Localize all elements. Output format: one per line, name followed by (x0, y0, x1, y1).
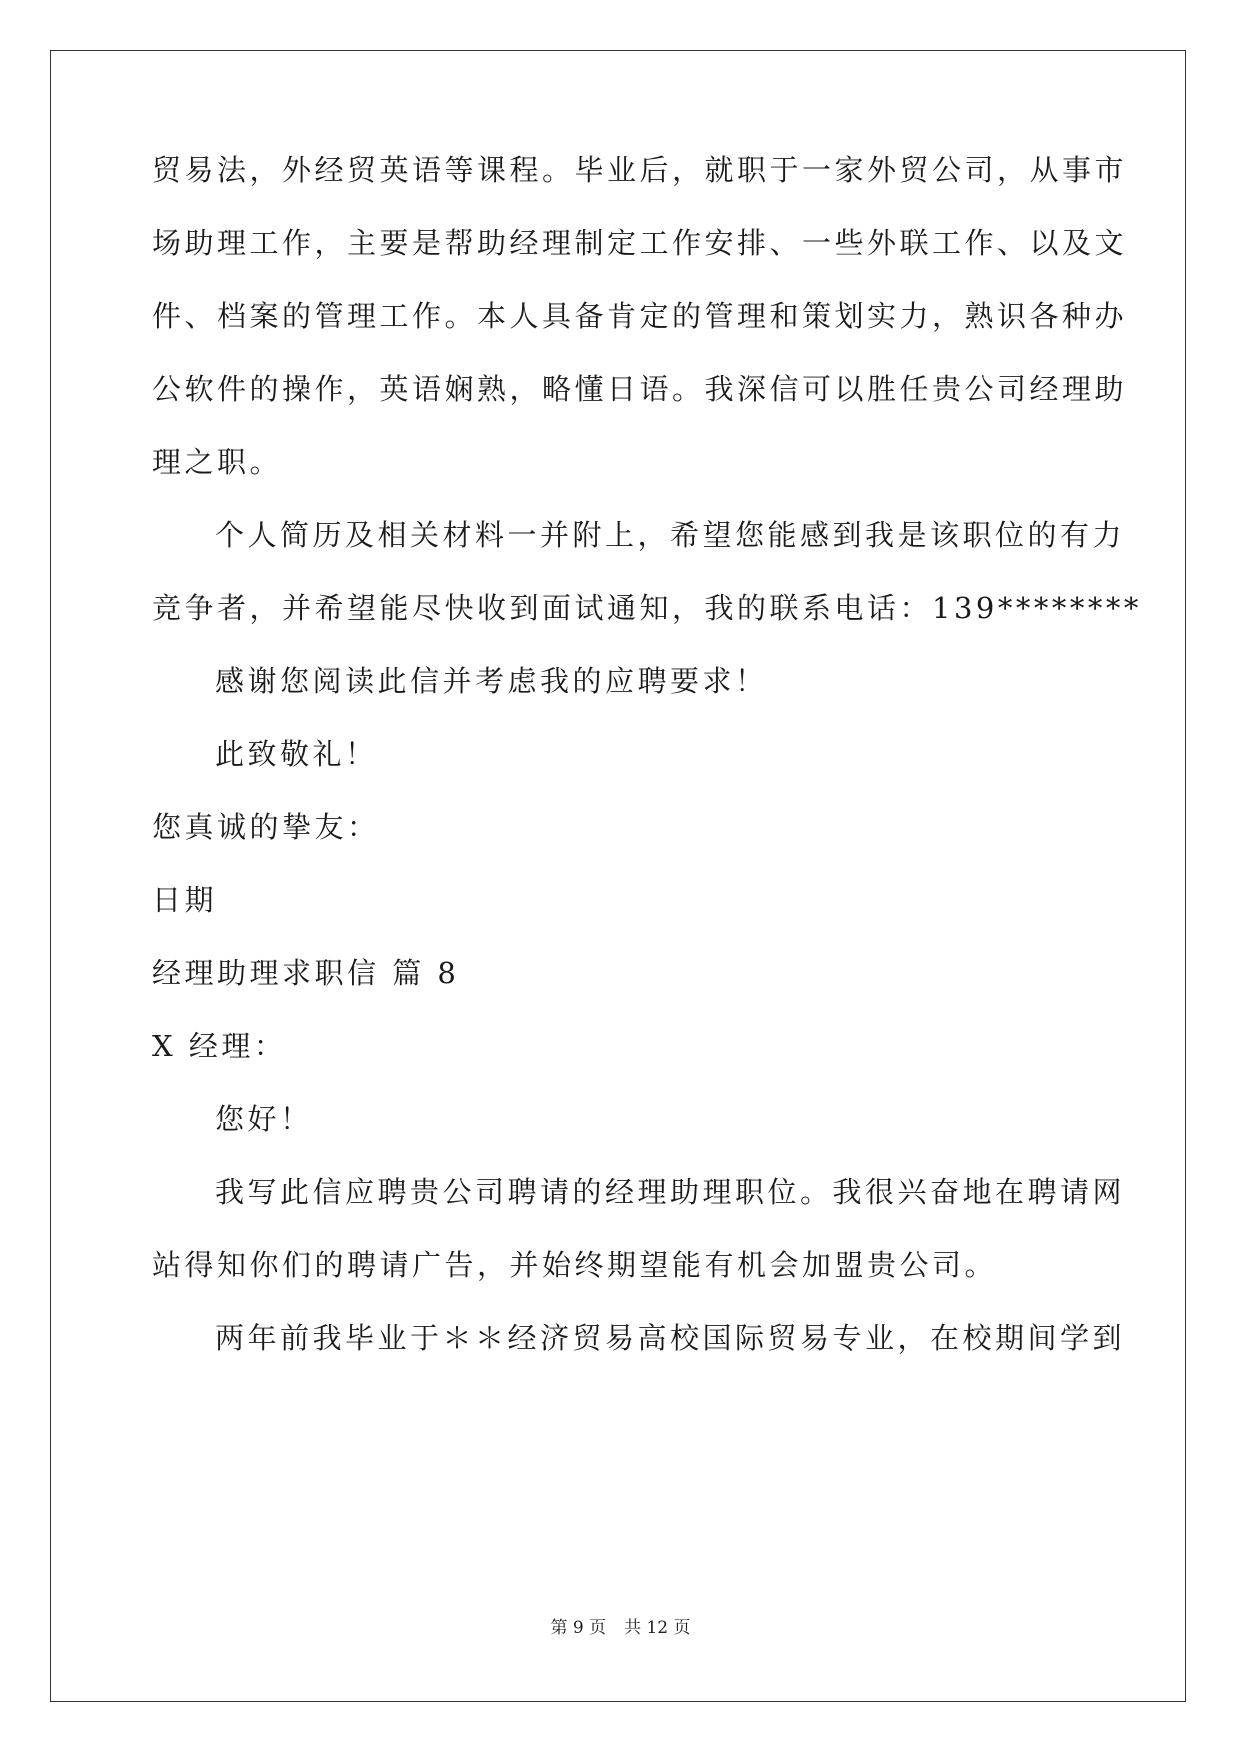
body-line: 站得知你们的聘请广告，并始终期望能有机会加盟贵公司。 (152, 1248, 998, 1282)
body-line: 贸易法，外经贸英语等课程。毕业后，就职于一家外贸公司，从事市 (152, 153, 1128, 187)
body-line: 场助理工作，主要是帮助经理制定工作安排、一些外联工作、以及文 (152, 226, 1128, 260)
signature-line: 您真诚的挚友： (152, 810, 380, 844)
body-line: 竞争者，并希望能尽快收到面试通知，我的联系电话：139******** (152, 591, 1142, 625)
closing-salutation: 此致敬礼！ (215, 737, 378, 771)
body-line: 感谢您阅读此信并考虑我的应聘要求！ (215, 664, 768, 698)
page-total: 共 12 页 (624, 1618, 691, 1638)
body-line: 两年前我毕业于＊＊经济贸易高校国际贸易专业，在校期间学到 (215, 1321, 1126, 1355)
body-line: 个人简历及相关材料一并附上，希望您能感到我是该职位的有力 (215, 518, 1126, 552)
page-footer (0, 1616, 1241, 1640)
date-line: 日期 (152, 883, 218, 917)
body-line: 公软件的操作，英语娴熟，略懂日语。我深信可以胜任贵公司经理助 (152, 372, 1128, 406)
section-heading: 经理助理求职信 篇 8 (152, 956, 460, 990)
body-line: 我写此信应聘贵公司聘请的经理助理职位。我很兴奋地在聘请网 (215, 1175, 1126, 1209)
recipient-line: X 经理： (152, 1029, 287, 1063)
greeting-line: 您好！ (215, 1102, 313, 1136)
body-line: 理之职。 (152, 445, 283, 479)
page-number: 第 9 页 (550, 1618, 607, 1638)
body-line: 件、档案的管理工作。本人具备肯定的管理和策划实力，熟识各种办 (152, 299, 1128, 333)
